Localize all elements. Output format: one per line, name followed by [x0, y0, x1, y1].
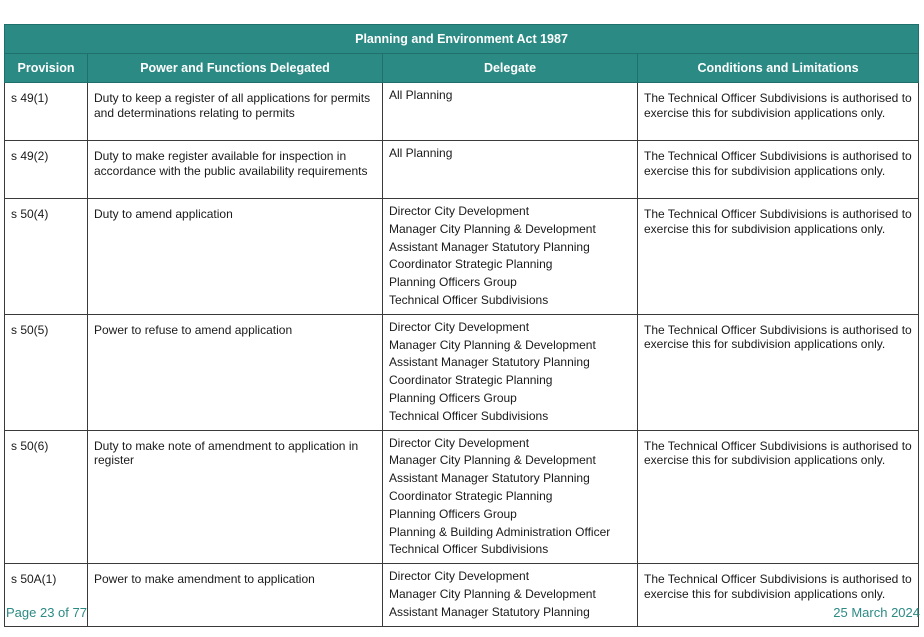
delegate-cell: [383, 564, 638, 626]
delegate-item: Director City Development: [389, 435, 530, 450]
delegate-item: Coordinator Strategic Planning: [389, 488, 553, 503]
provision-cell: s 50A(1): [5, 564, 88, 626]
header-delegate: Delegate: [383, 54, 638, 83]
provision-cell: s 49(1): [5, 83, 88, 141]
power-cell: Power to make amendment to application: [88, 564, 383, 626]
table-row: [5, 83, 919, 141]
document-page: [4, 24, 918, 627]
delegate-item: Coordinator Strategic Planning: [389, 257, 553, 272]
table-row: [5, 564, 919, 626]
delegate-cell: [383, 430, 638, 564]
power-cell: Duty to keep a register of all applications for permits and determinations relating to permits: [88, 83, 383, 141]
header-powers: Power and Functions Delegated: [88, 54, 383, 83]
delegate-item: Coordinator Strategic Planning: [389, 373, 553, 388]
conditions-cell: The Technical Officer Subdivisions is authorised to exercise this for subdivision applications only.: [638, 141, 919, 199]
delegate-cell: [383, 199, 638, 315]
provision-cell: s 50(5): [5, 314, 88, 430]
delegate-item: Director City Development: [389, 319, 530, 334]
delegate-item: Assistant Manager Statutory Planning: [389, 355, 590, 370]
power-cell: Duty to make note of amendment to application in register: [88, 430, 383, 564]
delegate-cell: [383, 83, 638, 141]
document-date: 25 March 2024: [833, 605, 920, 620]
delegate-item: Planning Officers Group: [389, 390, 517, 405]
provision-cell: s 49(2): [5, 141, 88, 199]
delegate-item: Planning Officers Group: [389, 275, 517, 290]
power-cell: Power to refuse to amend application: [88, 314, 383, 430]
delegate-item: Planning & Building Administration Officer: [389, 524, 611, 539]
conditions-cell: The Technical Officer Subdivisions is authorised to exercise this for subdivision applications only.: [638, 564, 919, 626]
conditions-cell: The Technical Officer Subdivisions is authorised to exercise this for subdivision applications only.: [638, 314, 919, 430]
delegate-item: Manager City Planning & Development: [389, 453, 596, 468]
delegate-item: Assistant Manager Statutory Planning: [389, 471, 590, 486]
delegate-item: Assistant Manager Statutory Planning: [389, 604, 590, 619]
delegate-item: Planning Officers Group: [389, 506, 517, 521]
delegation-table: [4, 24, 919, 627]
delegate-item: Manager City Planning & Development: [389, 221, 596, 236]
power-cell: Duty to make register available for inspection in accordance with the public availability requirements: [88, 141, 383, 199]
table-header-row: [5, 54, 919, 83]
conditions-cell: The Technical Officer Subdivisions is authorised to exercise this for subdivision applications only.: [638, 199, 919, 315]
delegate-item: Technical Officer Subdivisions: [389, 292, 549, 307]
conditions-cell: The Technical Officer Subdivisions is authorised to exercise this for subdivision applications only.: [638, 83, 919, 141]
delegate-item: Director City Development: [389, 569, 530, 584]
table-row: [5, 141, 919, 199]
delegate-item: Manager City Planning & Development: [389, 586, 596, 601]
delegate-item: Assistant Manager Statutory Planning: [389, 239, 590, 254]
table-row: [5, 199, 919, 315]
delegate-item: All Planning: [389, 88, 453, 102]
delegate-cell: [383, 141, 638, 199]
page-number: Page 23 of 77: [6, 605, 87, 620]
provision-cell: s 50(4): [5, 199, 88, 315]
header-conditions: Conditions and Limitations: [638, 54, 919, 83]
delegate-item: Manager City Planning & Development: [389, 337, 596, 352]
table-title-row: [5, 25, 919, 54]
header-provision: Provision: [5, 54, 88, 83]
table-row: [5, 430, 919, 564]
delegate-cell: [383, 314, 638, 430]
table-row: [5, 314, 919, 430]
table-title: Planning and Environment Act 1987: [5, 25, 919, 54]
delegate-item: Technical Officer Subdivisions: [389, 408, 549, 423]
delegate-item: Director City Development: [389, 204, 530, 218]
delegate-item: All Planning: [389, 146, 453, 160]
power-cell: Duty to amend application: [88, 199, 383, 315]
conditions-cell: The Technical Officer Subdivisions is authorised to exercise this for subdivision applications only.: [638, 430, 919, 564]
delegate-item: Technical Officer Subdivisions: [389, 542, 549, 557]
provision-cell: s 50(6): [5, 430, 88, 564]
